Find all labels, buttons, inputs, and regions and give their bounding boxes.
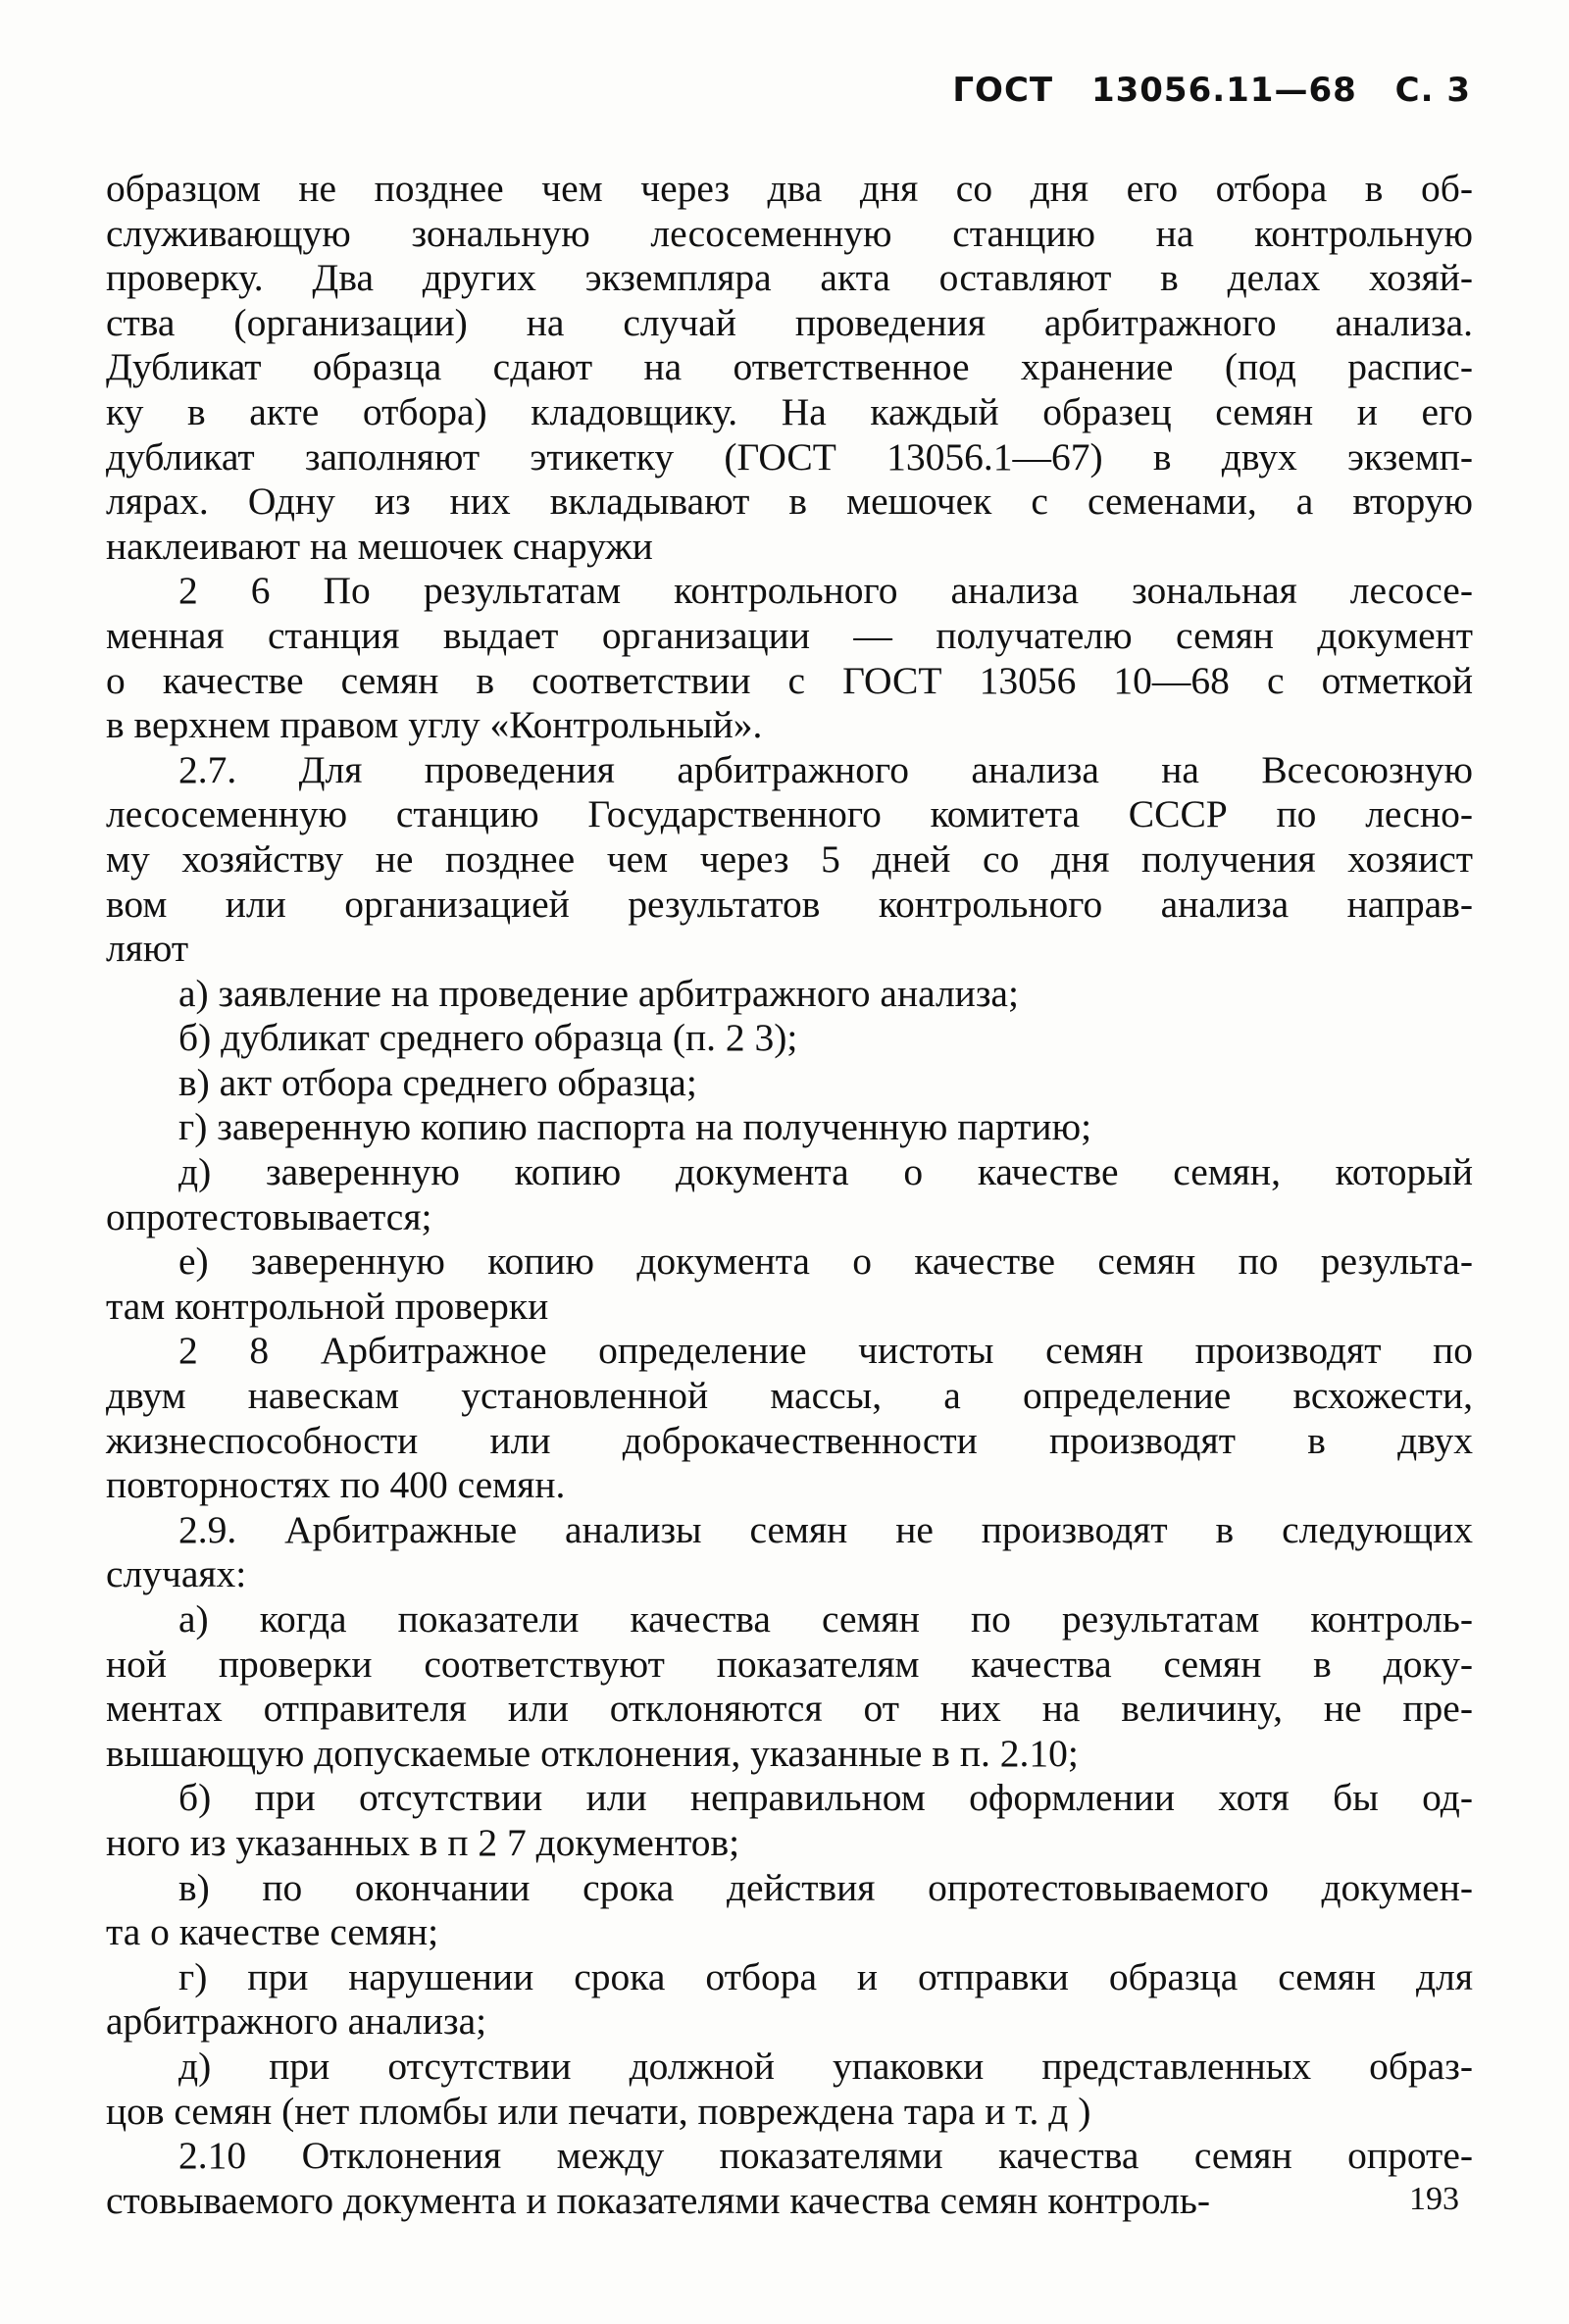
paragraph bbox=[106, 1150, 1473, 1239]
paragraph bbox=[106, 1508, 1473, 1597]
text-line: му хозяйству не позднее чем через 5 дней со дня получения хозяист bbox=[106, 836, 1473, 881]
text-line: случаях: bbox=[106, 1552, 247, 1596]
text-line: 2 8 Арбитражное определение чистоты семян производят по bbox=[178, 1329, 1473, 1373]
header-page-ref: С. 3 bbox=[1394, 71, 1471, 110]
text-line: д) заверенную копию документа о качестве семян, который bbox=[178, 1150, 1473, 1194]
paragraph bbox=[106, 1597, 1473, 1776]
text-line: дубликат заполняют этикетку (ГОСТ 13056.1—67) в двух экземп- bbox=[106, 434, 1473, 479]
paragraph bbox=[106, 1105, 1473, 1150]
text-line: е) заверенную копию документа о качестве семян по результа- bbox=[178, 1239, 1473, 1284]
text-line: вышающую допускаемые отклонения, указанные в п. 2.10; bbox=[106, 1731, 1079, 1775]
paragraph bbox=[106, 1061, 1473, 1106]
paragraph bbox=[106, 569, 1473, 747]
text-line: менная станция выдает организации — получателю семян документ bbox=[106, 613, 1473, 657]
text-line: б) при отсутствии или неправильном оформлении хотя бы од- bbox=[178, 1776, 1473, 1820]
text-line: а) заявление на проведение арбитражного анализа; bbox=[178, 971, 1019, 1015]
paragraph bbox=[106, 2045, 1473, 2134]
text-line: 2.7. Для проведения арбитражного анализа на Всесоюзную bbox=[178, 747, 1473, 791]
text-line: лярах. Одну из них вкладывают в мешочек с семенами, а вторую bbox=[106, 480, 1473, 524]
paragraph bbox=[106, 167, 1473, 569]
text-line: ку в акте отбора) кладовщику. На каждый образец семян и его bbox=[106, 389, 1473, 433]
text-line: 2.10 Отклонения между показателями качества семян опроте- bbox=[178, 2134, 1473, 2178]
text-line: та о качестве семян; bbox=[106, 1910, 439, 1954]
paragraph bbox=[106, 2134, 1473, 2223]
text-line: повторностях по 400 семян. bbox=[106, 1463, 566, 1507]
text-line: опротестовывается; bbox=[106, 1194, 432, 1238]
text-line: наклеивают на мешочек снаружи bbox=[106, 524, 653, 568]
page-header bbox=[952, 71, 1471, 110]
text-line: Дубликат образца сдают на ответственное хранение (под распис- bbox=[106, 345, 1473, 389]
text-line: г) при нарушении срока отбора и отправки образца семян для bbox=[178, 1954, 1473, 1998]
standard-number: 13056.11—68 bbox=[1090, 71, 1357, 110]
document-body bbox=[106, 167, 1473, 2223]
paragraph bbox=[106, 1329, 1473, 1507]
paragraph bbox=[106, 748, 1473, 972]
paragraph bbox=[106, 1776, 1473, 1865]
paragraph bbox=[106, 1866, 1473, 1955]
text-line: 2 6 По результатам контрольного анализа зональная лесосе- bbox=[178, 569, 1473, 613]
text-line: двум навескам установленной массы, а определение всхожести, bbox=[106, 1374, 1473, 1418]
text-line: ляют bbox=[106, 927, 189, 971]
paragraph bbox=[106, 1016, 1473, 1061]
text-line: о качестве семян в соответствии с ГОСТ 13056 10—68 с отметкой bbox=[106, 658, 1473, 702]
text-line: а) когда показатели качества семян по результатам контроль- bbox=[178, 1597, 1473, 1641]
text-line: стовываемого документа и показателями качества семян контроль- bbox=[106, 2178, 1211, 2222]
text-line: служивающую зональную лесосеменную станцию на контрольную bbox=[106, 211, 1473, 255]
text-line: вом или организацией результатов контрольного анализа направ- bbox=[106, 882, 1473, 926]
text-line: образцом не позднее чем через два дня со дня его отбора в об- bbox=[106, 167, 1473, 210]
text-line: г) заверенную копию паспорта на полученную партию; bbox=[178, 1105, 1092, 1149]
paragraph bbox=[106, 1955, 1473, 2045]
text-line: в) по окончании срока действия опротестовываемого докумен- bbox=[178, 1865, 1473, 1909]
text-line: лесосеменную станцию Государственного комитета СССР по лесно- bbox=[106, 792, 1473, 836]
text-line: 2.9. Арбитражные анализы семян не производят в следующих bbox=[178, 1507, 1473, 1551]
text-line: жизнеспособности или доброкачественности производят в двух bbox=[106, 1418, 1473, 1462]
text-line: в верхнем правом углу «Контрольный». bbox=[106, 703, 763, 747]
standard-label: ГОСТ bbox=[952, 71, 1054, 110]
paragraph bbox=[106, 1239, 1473, 1329]
text-line: арбитражного анализа; bbox=[106, 1999, 487, 2044]
paragraph bbox=[106, 972, 1473, 1017]
text-line: ного из указанных в п 2 7 документов; bbox=[106, 1820, 740, 1864]
text-line: б) дубликат среднего образца (п. 2 3); bbox=[178, 1016, 798, 1060]
text-line: там контрольной проверки bbox=[106, 1284, 549, 1328]
text-line: проверку. Два других экземпляра акта оставляют в делах хозяй- bbox=[106, 256, 1473, 300]
text-line: ной проверки соответствуют показателям качества семян в доку- bbox=[106, 1642, 1473, 1686]
text-line: цов семян (нет пломбы или печати, повреждена тара и т. д ) bbox=[106, 2089, 1091, 2133]
text-line: ства (организации) на случай проведения арбитражного анализа. bbox=[106, 300, 1473, 344]
text-line: в) акт отбора среднего образца; bbox=[178, 1060, 697, 1104]
page-number: 193 bbox=[1409, 2181, 1459, 2217]
text-line: д) при отсутствии должной упаковки представленных образ- bbox=[178, 2044, 1473, 2088]
text-line: ментах отправителя или отклоняются от них на величину, не пре- bbox=[106, 1687, 1473, 1731]
